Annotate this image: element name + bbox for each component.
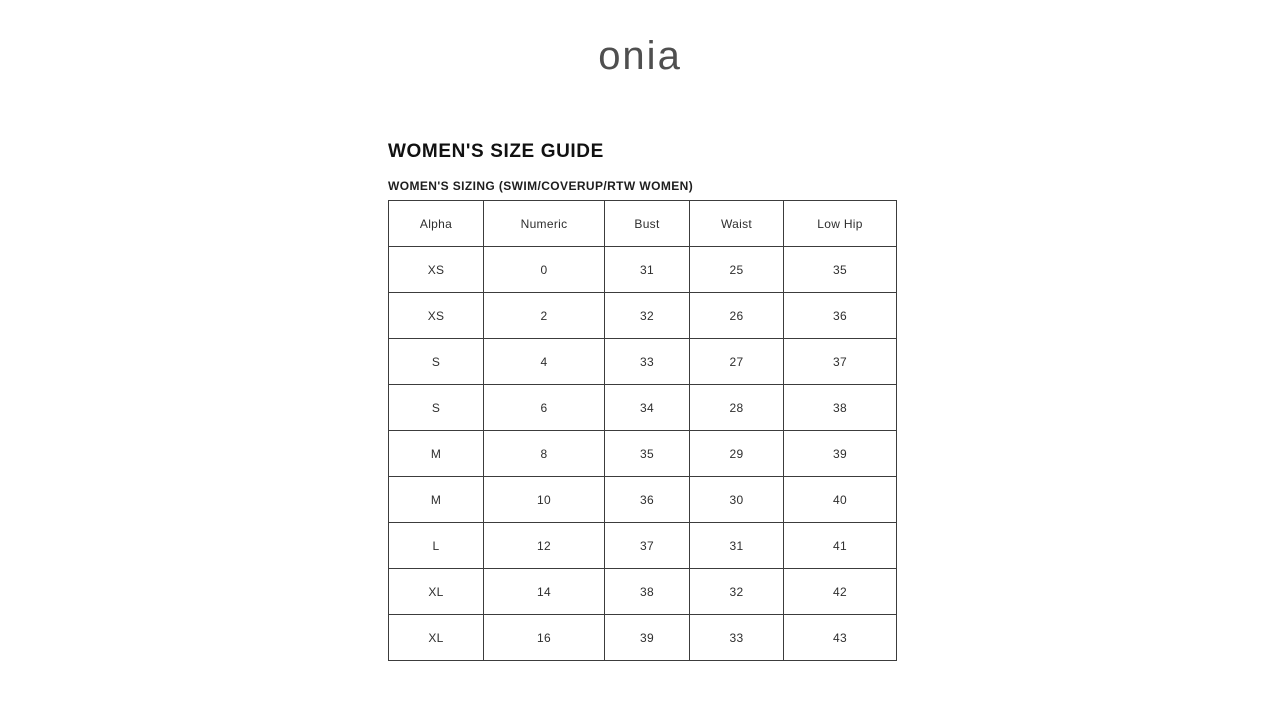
table-cell: XS xyxy=(389,247,484,293)
table-cell: XL xyxy=(389,615,484,661)
table-cell: 14 xyxy=(484,569,605,615)
table-cell: L xyxy=(389,523,484,569)
table-row xyxy=(389,293,897,339)
table-cell: 26 xyxy=(690,293,784,339)
table-row xyxy=(389,431,897,477)
table-cell: 32 xyxy=(690,569,784,615)
table-row xyxy=(389,477,897,523)
table-cell: 31 xyxy=(605,247,690,293)
main-content xyxy=(388,140,896,661)
table-cell: 35 xyxy=(784,247,897,293)
table-row xyxy=(389,385,897,431)
table-cell: 2 xyxy=(484,293,605,339)
table-row xyxy=(389,247,897,293)
table-row xyxy=(389,523,897,569)
page-title: WOMEN'S SIZE GUIDE xyxy=(388,141,604,162)
table-cell: 10 xyxy=(484,477,605,523)
table-cell: 25 xyxy=(690,247,784,293)
table-cell: 36 xyxy=(605,477,690,523)
table-cell: XS xyxy=(389,293,484,339)
header xyxy=(0,0,1280,78)
column-header: Waist xyxy=(690,201,784,247)
table-cell: 27 xyxy=(690,339,784,385)
table-cell: 34 xyxy=(605,385,690,431)
table-cell: 0 xyxy=(484,247,605,293)
table-cell: 37 xyxy=(605,523,690,569)
table-cell: 32 xyxy=(605,293,690,339)
table-cell: 33 xyxy=(605,339,690,385)
table-cell: 41 xyxy=(784,523,897,569)
table-cell: 30 xyxy=(690,477,784,523)
table-cell: 39 xyxy=(605,615,690,661)
column-header: Bust xyxy=(605,201,690,247)
table-cell: 42 xyxy=(784,569,897,615)
table-cell: 29 xyxy=(690,431,784,477)
table-cell: 38 xyxy=(784,385,897,431)
size-table xyxy=(388,200,897,661)
table-row xyxy=(389,569,897,615)
table-cell: XL xyxy=(389,569,484,615)
table-cell: 43 xyxy=(784,615,897,661)
table-row xyxy=(389,339,897,385)
table-cell: 40 xyxy=(784,477,897,523)
size-table-header-row xyxy=(389,201,897,247)
table-cell: S xyxy=(389,385,484,431)
table-cell: 12 xyxy=(484,523,605,569)
table-cell: 36 xyxy=(784,293,897,339)
brand-logo[interactable]: onia xyxy=(598,34,682,78)
size-table-head xyxy=(389,201,897,247)
table-row xyxy=(389,615,897,661)
table-cell: 38 xyxy=(605,569,690,615)
table-cell: 16 xyxy=(484,615,605,661)
table-cell: 4 xyxy=(484,339,605,385)
table-cell: 31 xyxy=(690,523,784,569)
table-cell: M xyxy=(389,477,484,523)
size-table-body xyxy=(389,247,897,661)
table-cell: 39 xyxy=(784,431,897,477)
table-cell: 28 xyxy=(690,385,784,431)
table-cell: M xyxy=(389,431,484,477)
table-caption: WOMEN'S SIZING (SWIM/COVERUP/RTW WOMEN) xyxy=(388,179,694,193)
table-cell: 6 xyxy=(484,385,605,431)
table-cell: 8 xyxy=(484,431,605,477)
table-cell: 35 xyxy=(605,431,690,477)
table-cell: S xyxy=(389,339,484,385)
column-header: Numeric xyxy=(484,201,605,247)
column-header: Low Hip xyxy=(784,201,897,247)
table-cell: 37 xyxy=(784,339,897,385)
table-cell: 33 xyxy=(690,615,784,661)
column-header: Alpha xyxy=(389,201,484,247)
